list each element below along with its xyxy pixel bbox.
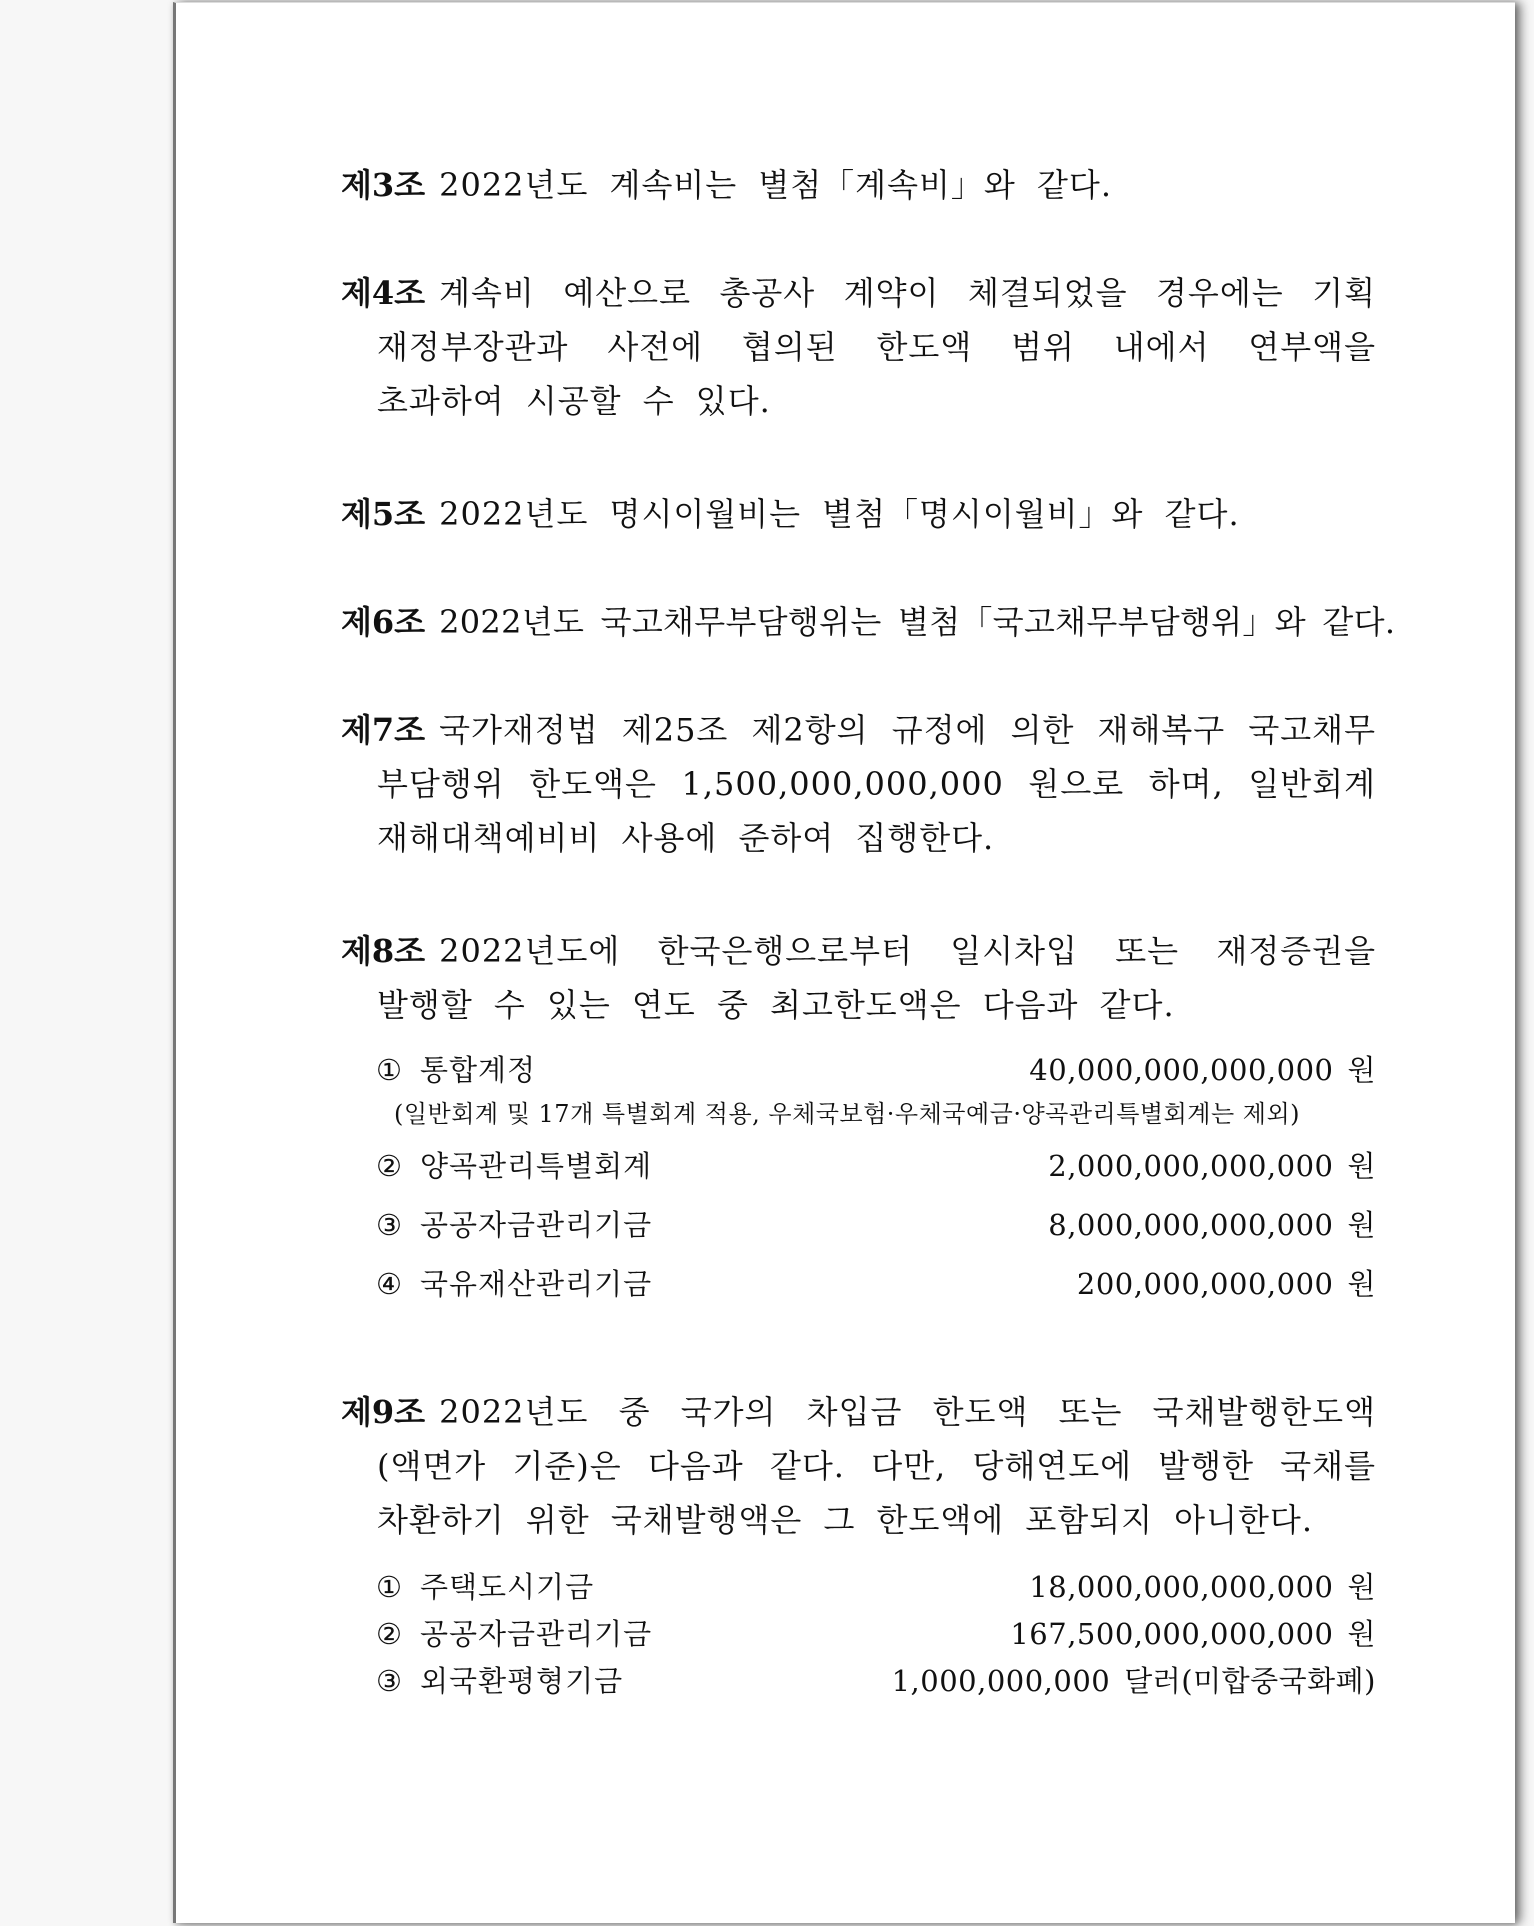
- amount-value: 8,000,000,000,000: [1048, 1208, 1334, 1242]
- article-9-label: 제9조: [341, 1393, 426, 1431]
- article-7-line-3: 재해대책예비비 사용에 준하여 집행한다.: [377, 819, 995, 857]
- item-name: 외국환평형기금: [420, 1664, 624, 1698]
- article-6-line: [341, 595, 1396, 649]
- item-name: 주택도시기금: [420, 1570, 595, 1604]
- article-4-line-1: [341, 266, 1376, 320]
- list-item: [376, 1610, 1376, 1658]
- article-4: [341, 266, 1376, 428]
- list-item: [376, 1563, 1376, 1611]
- item-name: 국유재산관리기금: [420, 1267, 653, 1301]
- item-amount: [1029, 1046, 1376, 1094]
- item-number: ①: [376, 1053, 402, 1087]
- item-amount: [1048, 1201, 1376, 1249]
- article-3: [341, 158, 1376, 212]
- article-8-line-2: 발행할 수 있는 연도 중 최고한도액은 다음과 같다.: [377, 986, 1175, 1024]
- article-8-text-1: 2022년도에 한국은행으로부터 일시차입 또는 재정증권을: [439, 932, 1376, 970]
- article-9-line-2: (액면가 기준)은 다음과 같다. 다만, 당해연도에 발행한 국채를: [377, 1447, 1376, 1485]
- article-5-line: [341, 487, 1376, 541]
- amount-unit: 원: [1347, 1267, 1376, 1301]
- amount-value: 18,000,000,000,000: [1029, 1570, 1334, 1604]
- item-number: ③: [376, 1664, 402, 1698]
- item-amount: [1010, 1610, 1376, 1658]
- item-number: ①: [376, 1570, 402, 1604]
- article-9-line-1: [341, 1385, 1376, 1439]
- article-9-item-list: [376, 1563, 1376, 1705]
- item-amount: [892, 1657, 1376, 1705]
- document-page: [173, 2, 1515, 1923]
- article-6-label: 제6조: [341, 603, 426, 641]
- article-3-text: 2022년도 계속비는 별첨「계속비」와 같다.: [439, 166, 1112, 204]
- article-7-text-1: 국가재정법 제25조 제2항의 규정에 의한 재해복구 국고채무: [439, 711, 1376, 749]
- item-name: 공공자금관리기금: [420, 1617, 653, 1651]
- amount-value: 1,000,000,000: [891, 1664, 1111, 1698]
- amount-unit: 원: [1347, 1570, 1376, 1604]
- article-4-line-3: 초과하여 시공할 수 있다.: [377, 382, 771, 420]
- article-7-line-1: [341, 703, 1376, 757]
- amount-unit: 원: [1347, 1617, 1376, 1651]
- item-amount: [1029, 1563, 1376, 1611]
- list-item: [376, 1201, 1376, 1249]
- article-8-label: 제8조: [341, 932, 426, 970]
- article-4-label: 제4조: [341, 274, 426, 312]
- article-8-note: (일반회계 및 17개 특별회계 적용, 우체국보험·우체국예금·양곡관리특별회계는 제외): [394, 1100, 1300, 1128]
- article-8: [341, 924, 1376, 1032]
- article-6-text: 2022년도 국고채무부담행위는 별첨「국고채무부담행위」와 같다.: [439, 603, 1396, 641]
- article-6: [341, 595, 1396, 649]
- article-9: [341, 1385, 1376, 1547]
- item-name: 통합계정: [420, 1053, 537, 1087]
- item-name: 양곡관리특별회계: [420, 1149, 653, 1183]
- article-4-line-2: 재정부장관과 사전에 협의된 한도액 범위 내에서 연부액을: [377, 328, 1376, 366]
- article-7: [341, 703, 1376, 865]
- article-9-line-3: 차환하기 위한 국채발행액은 그 한도액에 포함되지 아니한다.: [377, 1501, 1314, 1539]
- amount-value: 2,000,000,000,000: [1048, 1149, 1334, 1183]
- amount-value: 167,500,000,000,000: [1010, 1617, 1334, 1651]
- list-item: [376, 1046, 1376, 1094]
- article-8-item-list: [376, 1046, 1376, 1308]
- amount-unit: 원: [1347, 1053, 1376, 1087]
- article-8-line-1: [341, 924, 1376, 978]
- article-7-label: 제7조: [341, 711, 426, 749]
- amount-unit: 원: [1347, 1208, 1376, 1242]
- item-number: ③: [376, 1208, 402, 1242]
- article-5: [341, 487, 1376, 541]
- item-number: ②: [376, 1617, 402, 1651]
- article-3-line: [341, 158, 1376, 212]
- amount-unit: 원: [1347, 1149, 1376, 1183]
- amount-value: 40,000,000,000,000: [1029, 1053, 1334, 1087]
- article-5-label: 제5조: [341, 495, 426, 533]
- article-4-text-1: 계속비 예산으로 총공사 계약이 체결되었을 경우에는 기획: [439, 274, 1376, 312]
- item-number: ②: [376, 1149, 402, 1183]
- article-9-text-1: 2022년도 중 국가의 차입금 한도액 또는 국채발행한도액: [439, 1393, 1376, 1431]
- article-5-text: 2022년도 명시이월비는 별첨「명시이월비」와 같다.: [439, 495, 1240, 533]
- item-amount: [1048, 1142, 1376, 1190]
- article-7-line-2: 부담행위 한도액은 1,500,000,000,000 원으로 하며, 일반회계: [377, 765, 1376, 803]
- item-amount: [1077, 1260, 1376, 1308]
- item-number: ④: [376, 1267, 402, 1301]
- list-item: [376, 1260, 1376, 1308]
- item-name: 공공자금관리기금: [420, 1208, 653, 1242]
- list-item: [376, 1657, 1376, 1705]
- amount-value: 200,000,000,000: [1076, 1267, 1334, 1301]
- list-item: [376, 1142, 1376, 1190]
- article-3-label: 제3조: [341, 166, 426, 204]
- amount-unit: 달러(미합중국화폐): [1124, 1664, 1376, 1698]
